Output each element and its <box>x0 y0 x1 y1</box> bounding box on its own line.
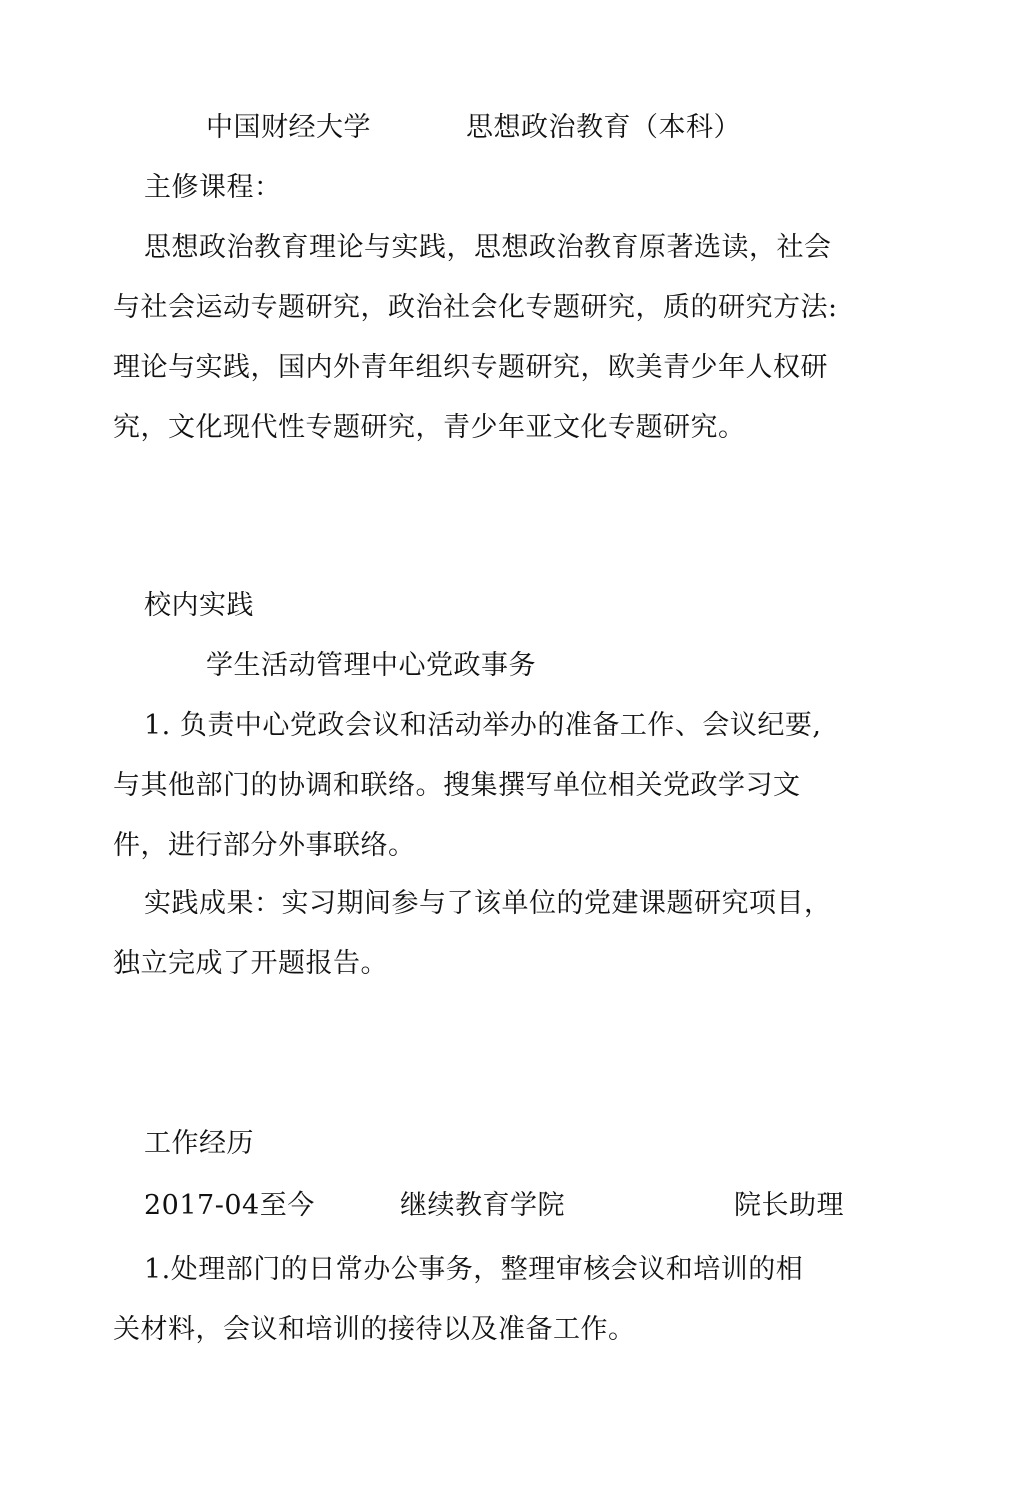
work-experience-heading: 工作经历 <box>144 1128 254 1159</box>
education-major: 思想政治教育（本科） <box>466 112 741 143</box>
campus-practice-role: 学生活动管理中心党政事务 <box>206 650 536 681</box>
work-duty-line: 关材料，会议和培训的接待以及准备工作。 <box>113 1314 636 1345</box>
campus-result-line: 实践成果：实习期间参与了该单位的党建课题研究项目， <box>144 888 832 919</box>
courses-label: 主修课程： <box>144 172 282 203</box>
work-period: 2017-04至今 <box>144 1190 315 1221</box>
campus-result-line: 独立完成了开题报告。 <box>113 948 388 979</box>
courses-line: 理论与实践，国内外青年组织专题研究，欧美青少年人权研 <box>113 352 828 383</box>
campus-practice-heading: 校内实践 <box>144 590 254 621</box>
courses-line: 思想政治教育理论与实践，思想政治教育原著选读，社会 <box>144 232 832 263</box>
work-position: 院长助理 <box>734 1190 844 1221</box>
campus-duty-line: 件，进行部分外事联络。 <box>113 830 416 861</box>
campus-duty-line: 1. 负责中心党政会议和活动举办的准备工作、会议纪要, <box>144 710 822 741</box>
campus-duty-line: 与其他部门的协调和联络。搜集撰写单位相关党政学习文 <box>113 770 801 801</box>
courses-line: 究，文化现代性专题研究，青少年亚文化专题研究。 <box>113 412 746 443</box>
work-duty-line: 1.处理部门的日常办公事务，整理审核会议和培训的相 <box>144 1254 804 1285</box>
education-school: 中国财经大学 <box>206 112 371 143</box>
work-organization: 继续教育学院 <box>400 1190 565 1221</box>
courses-line: 与社会运动专题研究，政治社会化专题研究，质的研究方法: <box>113 292 838 323</box>
